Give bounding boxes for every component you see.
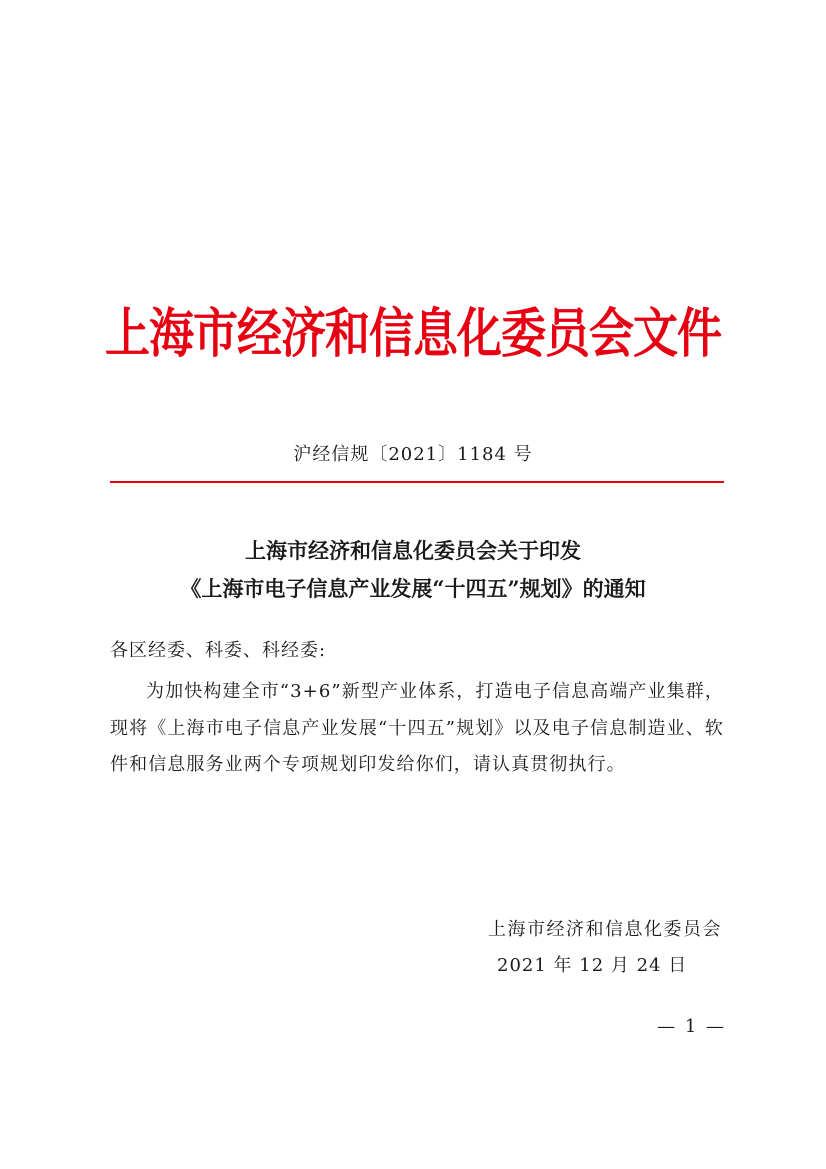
notice-title-line-1: 上海市经济和信息化委员会关于印发 [245,538,581,563]
page-number: — 1 — [657,1016,726,1037]
document-masthead: 上海市经济和信息化委员会文件 [104,301,721,365]
signature-organization: 上海市经济和信息化委员会 [488,919,722,940]
red-divider-line [110,481,724,483]
notice-body: 为加快构建全市“3+6”新型产业体系，打造电子信息高端产业集群，现将《上海市电子信息产业发展“十四五”规划》以及电子信息制造业、软件和信息服务业两个专项规划印发给你们，请认真贯彻执行。 [110,681,724,775]
notice-salutation: 各区经委、科委、科经委: [110,640,327,661]
notice-title-line-2: 《上海市电子信息产业发展“十四五”规划》的通知 [180,576,646,601]
signature-date: 2021 年 12 月 24 日 [497,955,688,976]
document-number: 沪经信规〔2021〕1184 号 [293,444,533,465]
